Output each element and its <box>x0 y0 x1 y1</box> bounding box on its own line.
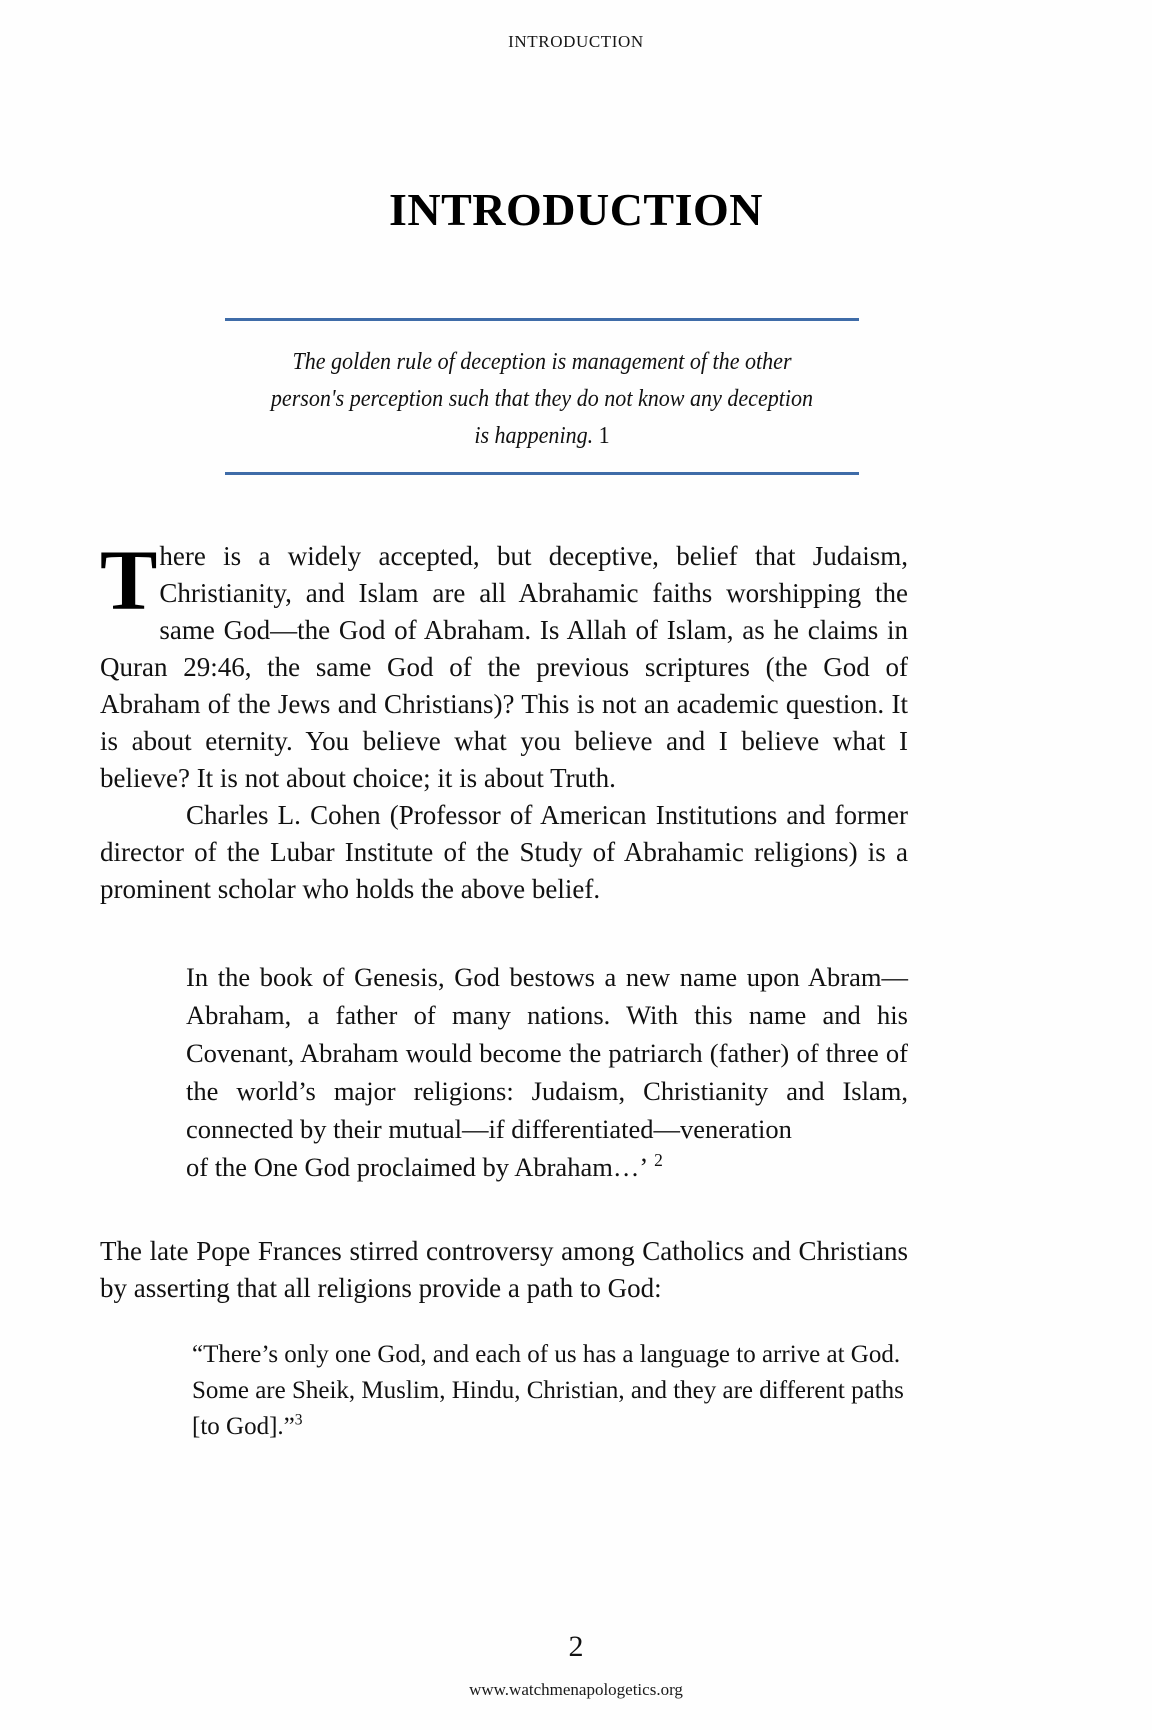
drop-cap: T <box>100 532 158 628</box>
epigraph-footnote-marker: 1 <box>598 422 610 449</box>
blockquote-genesis-tail-text: of the One God proclaimed by Abraham…’ <box>186 1152 649 1182</box>
epigraph-block <box>225 318 859 475</box>
blockquote-genesis-tail <box>186 1148 908 1186</box>
page-title: INTRODUCTION <box>388 183 764 235</box>
paragraph-pope-lead-wrap <box>100 1233 908 1307</box>
blockquote-pope-text: “There’s only one God, and each of us has a language to arrive at God. Some are Sheik, Muslim, Hindu, Christian, and they are different paths [to God].” <box>192 1341 904 1440</box>
paragraph-intro <box>100 532 908 797</box>
paragraph-pope-lead: The late Pope Frances stirred controversy among Catholics and Christians by asserting that all religions provide a path to God: <box>100 1236 908 1303</box>
paragraph-cohen: Charles L. Cohen (Professor of American Institutions and former director of the Lubar Institute of the Study of Abrahamic religions) is a prominent scholar who holds the above belief. <box>100 800 908 904</box>
page-number: 2 <box>568 1630 584 1663</box>
site-url-footer: www.watchmenapologetics.org <box>469 1680 683 1699</box>
epigraph-text <box>257 321 828 472</box>
paragraph-intro-text: here is a widely accepted, but deceptive, belief that Judaism, Christianity, and Islam are all Abrahamic faiths worshipping the same God—the God of Abraham. Is Allah of Islam, as he claims in Quran 29:46, the same God of the previous scriptures (the God of Abraham of the Jews and Christians)? This is not an academic question. It is about eternity. You believe what you believe and I believe what I believe? It is not about choice; it is about Truth. <box>100 541 908 793</box>
running-header: INTRODUCTION <box>508 32 644 51</box>
body-column <box>100 532 908 908</box>
footnote-marker-3: 3 <box>294 1411 303 1429</box>
blockquote-genesis-body: In the book of Genesis, God bestows a new name upon Abram—Abraham, a father of many nations. With this name and his Covenant, Abraham would become the patriarch (father) of three of the world’s major religions: Judaism, Christianity and Islam, connected by their mutual—if differentiated—veneration <box>186 962 908 1144</box>
epigraph-quote: The golden rule of deception is management of the other person's perception such that they do not know any deception is happening. <box>270 348 814 449</box>
epigraph-bottom-rule <box>225 472 859 475</box>
blockquote-genesis <box>186 958 908 1186</box>
footnote-marker-2: 2 <box>654 1150 663 1171</box>
blockquote-pope <box>192 1337 908 1445</box>
